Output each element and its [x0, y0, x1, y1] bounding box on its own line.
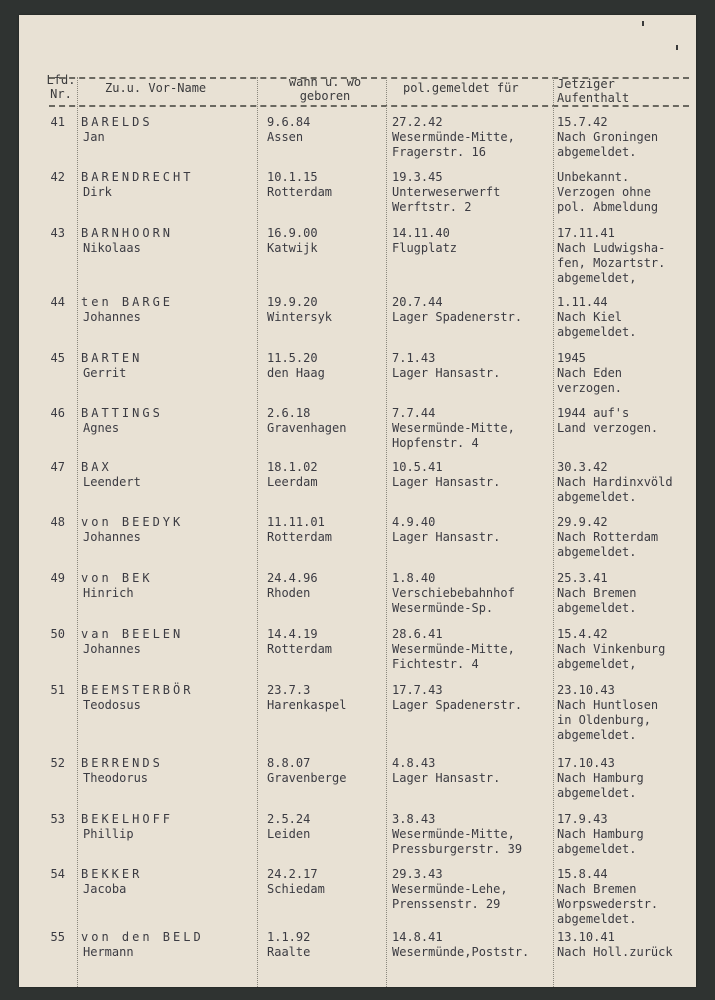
- row-number: 54: [50, 867, 65, 881]
- residence-line: 17.10.43: [557, 756, 615, 770]
- surname: BERRENDS: [81, 756, 163, 770]
- person-name: [81, 226, 259, 256]
- residence-line: 29.9.42: [557, 515, 608, 529]
- document-sheet: [19, 15, 696, 987]
- row-number: 48: [50, 515, 65, 529]
- registration-line: 3.8.43: [392, 812, 436, 826]
- residence-line: 1.11.44: [557, 295, 608, 309]
- registration-line: Flugplatz: [392, 241, 458, 255]
- header-current-line2: Aufenthalt: [557, 91, 630, 105]
- birth-place: Rotterdam: [267, 530, 333, 544]
- registration-line: 28.6.41: [392, 627, 443, 641]
- registration-line: Wesermünde-Mitte,: [392, 642, 515, 656]
- registration-line: Fichtestr. 4: [392, 657, 479, 671]
- residence-line: abgemeldet.: [557, 786, 637, 800]
- current-residence: [557, 406, 695, 436]
- residence-line: abgemeldet.: [557, 490, 637, 504]
- birth-info: [259, 460, 389, 490]
- registration-line: 20.7.44: [392, 295, 443, 309]
- given-name: Hermann: [83, 945, 134, 959]
- birth-date: 24.2.17: [267, 867, 318, 881]
- birth-info: [259, 295, 389, 325]
- current-residence: [557, 226, 695, 286]
- birth-date: 24.4.96: [267, 571, 318, 585]
- header-born-line1: wann u. wo: [288, 75, 362, 89]
- birth-place: Wintersyk: [267, 310, 333, 324]
- person-name: [81, 930, 259, 960]
- residence-line: Nach Hardinxvöld: [557, 475, 673, 489]
- residence-line: abgemeldet.: [557, 601, 637, 615]
- residence-line: Nach Huntlosen: [557, 698, 659, 712]
- birth-info: [259, 683, 389, 713]
- registered-at: [388, 460, 556, 490]
- person-name: [81, 115, 259, 145]
- surname: von BEK: [81, 571, 153, 585]
- residence-line: 13.10.41: [557, 930, 615, 944]
- surname: BARNHOORN: [81, 226, 174, 240]
- birth-place: Leiden: [267, 827, 311, 841]
- residence-line: 25.3.41: [557, 571, 608, 585]
- birth-place: den Haag: [267, 366, 325, 380]
- registration-line: Hopfenstr. 4: [392, 436, 479, 450]
- residence-line: Nach Bremen: [557, 882, 637, 896]
- person-name: [81, 756, 259, 786]
- registration-line: Lager Hansastr.: [392, 475, 501, 489]
- residence-line: 17.11.41: [557, 226, 615, 240]
- residence-line: 15.8.44: [557, 867, 608, 881]
- birth-date: 18.1.02: [267, 460, 318, 474]
- given-name: Hinrich: [83, 586, 134, 600]
- birth-place: Rotterdam: [267, 185, 333, 199]
- row-number: 44: [50, 295, 65, 309]
- header-current-line1: Jetziger: [557, 77, 615, 91]
- registration-line: Wesermünde-Mitte,: [392, 130, 515, 144]
- registration-line: 4.8.43: [392, 756, 436, 770]
- given-name: Theodorus: [83, 771, 149, 785]
- given-name: Nikolaas: [83, 241, 141, 255]
- birth-date: 8.8.07: [267, 756, 311, 770]
- residence-line: Verzogen ohne: [557, 185, 651, 199]
- residence-line: Land verzogen.: [557, 421, 659, 435]
- registration-line: Verschiebebahnhof: [392, 586, 515, 600]
- person-name: [81, 460, 259, 490]
- person-name: [81, 571, 259, 601]
- residence-line: Nach Vinkenburg: [557, 642, 666, 656]
- registration-line: Werftstr. 2: [392, 200, 472, 214]
- given-name: Johannes: [83, 642, 141, 656]
- birth-date: 10.1.15: [267, 170, 318, 184]
- given-name: Agnes: [83, 421, 120, 435]
- row-number: 55: [50, 930, 65, 944]
- registration-line: Lager Hansastr.: [392, 771, 501, 785]
- birth-info: [259, 115, 389, 145]
- header-name: Zu.u. Vor-Name: [105, 81, 207, 95]
- registration-line: Lager Hansastr.: [392, 530, 501, 544]
- current-residence: [557, 812, 695, 857]
- current-residence: [557, 571, 695, 616]
- surname: BAX: [81, 460, 112, 474]
- registered-at: [388, 515, 556, 545]
- row-number: 47: [50, 460, 65, 474]
- residence-line: Nach Rotterdam: [557, 530, 659, 544]
- residence-line: abgemeldet.: [557, 145, 637, 159]
- registered-at: [388, 627, 556, 672]
- registration-line: Wesermünde-Sp.: [392, 601, 494, 615]
- residence-line: Nach Bremen: [557, 586, 637, 600]
- ink-mark: [642, 21, 644, 26]
- header-rule-top: [49, 77, 689, 79]
- birth-info: [259, 226, 389, 256]
- birth-date: 23.7.3: [267, 683, 311, 697]
- birth-info: [259, 756, 389, 786]
- header-rule-bottom: [49, 105, 689, 107]
- registration-line: 19.3.45: [392, 170, 443, 184]
- birth-date: 9.6.84: [267, 115, 311, 129]
- residence-line: abgemeldet,: [557, 271, 637, 285]
- registration-line: 7.7.44: [392, 406, 436, 420]
- registration-line: 7.1.43: [392, 351, 436, 365]
- person-name: [81, 351, 259, 381]
- surname: BEKKER: [81, 867, 143, 881]
- surname: BARTEN: [81, 351, 143, 365]
- header-registered: pol.gemeldet für: [403, 81, 519, 95]
- birth-date: 2.6.18: [267, 406, 311, 420]
- residence-line: abgemeldet.: [557, 842, 637, 856]
- registration-line: Lager Spadenerstr.: [392, 310, 523, 324]
- person-name: [81, 515, 259, 545]
- registered-at: [388, 756, 556, 786]
- birth-date: 11.5.20: [267, 351, 318, 365]
- surname: BATTINGS: [81, 406, 163, 420]
- surname: BARENDRECHT: [81, 170, 194, 184]
- registration-line: 29.3.43: [392, 867, 443, 881]
- registration-line: Lager Spadenerstr.: [392, 698, 523, 712]
- header-born: [264, 75, 386, 103]
- registered-at: [388, 683, 556, 713]
- surname: von den BELD: [81, 930, 204, 944]
- row-number: 46: [50, 406, 65, 420]
- given-name: Johannes: [83, 310, 141, 324]
- row-number: 52: [50, 756, 65, 770]
- given-name: Johannes: [83, 530, 141, 544]
- given-name: Gerrit: [83, 366, 127, 380]
- given-name: Dirk: [83, 185, 112, 199]
- residence-line: Nach Hamburg: [557, 771, 644, 785]
- given-name: Phillip: [83, 827, 134, 841]
- row-number: 49: [50, 571, 65, 585]
- registration-line: Fragerstr. 16: [392, 145, 486, 159]
- registration-line: Wesermünde,Poststr.: [392, 945, 530, 959]
- current-residence: [557, 867, 695, 927]
- row-number: 45: [50, 351, 65, 365]
- birth-place: Schiedam: [267, 882, 325, 896]
- column-divider-1: [77, 77, 78, 987]
- registered-at: [388, 867, 556, 912]
- birth-date: 16.9.00: [267, 226, 318, 240]
- birth-date: 14.4.19: [267, 627, 318, 641]
- row-number: 51: [50, 683, 65, 697]
- residence-line: fen, Mozartstr.: [557, 256, 666, 270]
- registration-line: 10.5.41: [392, 460, 443, 474]
- registered-at: [388, 170, 556, 215]
- person-name: [81, 406, 259, 436]
- birth-place: Gravenberge: [267, 771, 347, 785]
- residence-line: Nach Groningen: [557, 130, 659, 144]
- residence-line: in Oldenburg,: [557, 713, 651, 727]
- row-number: 53: [50, 812, 65, 826]
- surname: BEEMSTERBÖR: [81, 683, 194, 697]
- current-residence: [557, 115, 695, 160]
- residence-line: Worpswederstr.: [557, 897, 659, 911]
- current-residence: [557, 460, 695, 505]
- surname: von BEEDYK: [81, 515, 184, 529]
- residence-line: Nach Hamburg: [557, 827, 644, 841]
- birth-place: Katwijk: [267, 241, 318, 255]
- birth-info: [259, 406, 389, 436]
- registration-line: Prenssenstr. 29: [392, 897, 501, 911]
- birth-info: [259, 812, 389, 842]
- birth-place: Assen: [267, 130, 304, 144]
- residence-line: verzogen.: [557, 381, 623, 395]
- current-residence: [557, 756, 695, 801]
- given-name: Jacoba: [83, 882, 127, 896]
- given-name: Teodosus: [83, 698, 141, 712]
- person-name: [81, 170, 259, 200]
- header-nr: Nr.: [50, 87, 72, 101]
- residence-line: abgemeldet.: [557, 912, 637, 926]
- registration-line: 14.11.40: [392, 226, 450, 240]
- birth-info: [259, 170, 389, 200]
- birth-info: [259, 515, 389, 545]
- registration-line: 17.7.43: [392, 683, 443, 697]
- residence-line: 15.4.42: [557, 627, 608, 641]
- birth-place: Rotterdam: [267, 642, 333, 656]
- surname: ten BARGE: [81, 295, 174, 309]
- residence-line: abgemeldet.: [557, 728, 637, 742]
- current-residence: [557, 295, 695, 340]
- surname: BARELDS: [81, 115, 153, 129]
- birth-place: Gravenhagen: [267, 421, 347, 435]
- residence-line: abgemeldet.: [557, 325, 637, 339]
- registered-at: [388, 930, 556, 960]
- birth-info: [259, 627, 389, 657]
- birth-info: [259, 930, 389, 960]
- given-name: Leendert: [83, 475, 141, 489]
- residence-line: Nach Ludwigsha-: [557, 241, 666, 255]
- current-residence: [557, 930, 695, 960]
- person-name: [81, 627, 259, 657]
- registration-line: 27.2.42: [392, 115, 443, 129]
- person-name: [81, 683, 259, 713]
- birth-place: Rhoden: [267, 586, 311, 600]
- registration-line: Lager Hansastr.: [392, 366, 501, 380]
- birth-info: [259, 867, 389, 897]
- current-residence: [557, 515, 695, 560]
- residence-line: pol. Abmeldung: [557, 200, 659, 214]
- residence-line: Unbekannt.: [557, 170, 630, 184]
- registration-line: 14.8.41: [392, 930, 443, 944]
- row-number: 41: [50, 115, 65, 129]
- row-number: 43: [50, 226, 65, 240]
- residence-line: 1944 auf's: [557, 406, 630, 420]
- registration-line: Wesermünde-Mitte,: [392, 421, 515, 435]
- birth-info: [259, 571, 389, 601]
- registered-at: [388, 115, 556, 160]
- registration-line: Wesermünde-Mitte,: [392, 827, 515, 841]
- registration-line: Unterweserwerft: [392, 185, 501, 199]
- registered-at: [388, 351, 556, 381]
- birth-place: Leerdam: [267, 475, 318, 489]
- residence-line: 15.7.42: [557, 115, 608, 129]
- residence-line: abgemeldet,: [557, 657, 637, 671]
- registered-at: [388, 295, 556, 325]
- birth-date: 11.11.01: [267, 515, 325, 529]
- residence-line: 23.10.43: [557, 683, 615, 697]
- registered-at: [388, 406, 556, 451]
- residence-line: Nach Kiel: [557, 310, 623, 324]
- residence-line: 17.9.43: [557, 812, 608, 826]
- birth-place: Raalte: [267, 945, 311, 959]
- header-lfd: Lfd.: [46, 73, 76, 87]
- person-name: [81, 812, 259, 842]
- person-name: [81, 295, 259, 325]
- current-residence: [557, 627, 695, 672]
- header-current: [557, 77, 629, 105]
- registered-at: [388, 812, 556, 857]
- birth-date: 1.1.92: [267, 930, 311, 944]
- residence-line: 30.3.42: [557, 460, 608, 474]
- registered-at: [388, 571, 556, 616]
- given-name: Jan: [83, 130, 105, 144]
- header-born-line2: geboren: [299, 89, 351, 103]
- ink-mark: [676, 45, 678, 50]
- birth-date: 19.9.20: [267, 295, 318, 309]
- residence-line: Nach Eden: [557, 366, 623, 380]
- registered-at: [388, 226, 556, 256]
- surname: van BEELEN: [81, 627, 184, 641]
- row-number: 50: [50, 627, 65, 641]
- person-name: [81, 867, 259, 897]
- registration-line: 1.8.40: [392, 571, 436, 585]
- birth-date: 2.5.24: [267, 812, 311, 826]
- residence-line: abgemeldet.: [557, 545, 637, 559]
- birth-info: [259, 351, 389, 381]
- current-residence: [557, 170, 695, 215]
- residence-line: Nach Holl.zurück: [557, 945, 673, 959]
- registration-line: 4.9.40: [392, 515, 436, 529]
- row-number: 42: [50, 170, 65, 184]
- registration-line: Wesermünde-Lehe,: [392, 882, 508, 896]
- surname: BEKELHOFF: [81, 812, 174, 826]
- current-residence: [557, 351, 695, 396]
- birth-place: Harenkaspel: [267, 698, 347, 712]
- registration-line: Pressburgerstr. 39: [392, 842, 523, 856]
- residence-line: 1945: [557, 351, 586, 365]
- current-residence: [557, 683, 695, 743]
